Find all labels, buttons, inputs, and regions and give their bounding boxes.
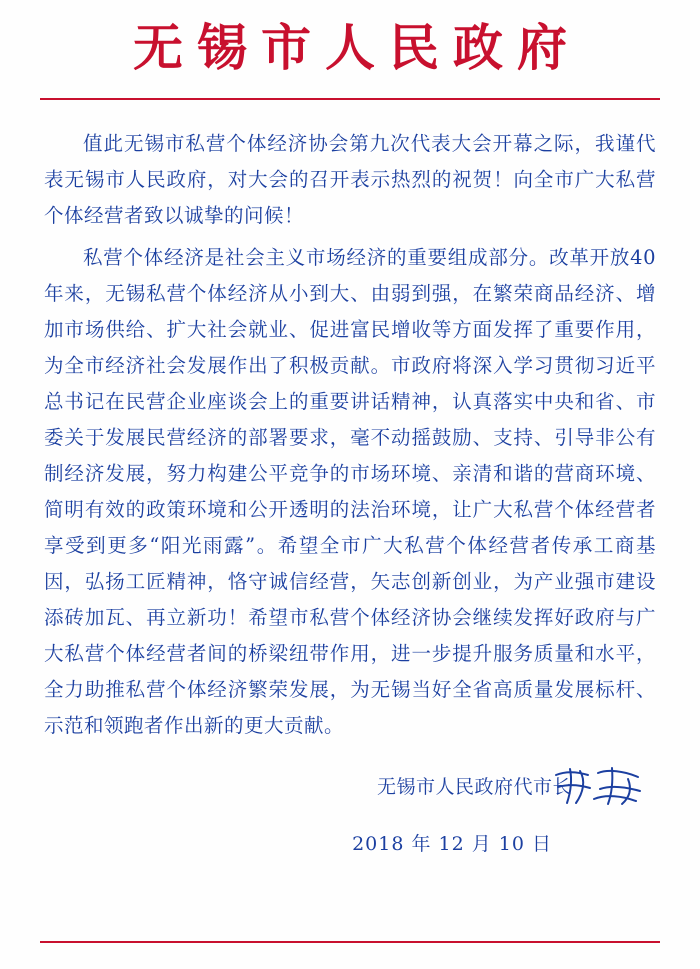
- letter-body: [44, 126, 656, 744]
- signature-block: [44, 772, 656, 856]
- masthead: [0, 0, 700, 84]
- signer-title: 无锡市人民政府代市长: [376, 776, 572, 798]
- header-divider-rule: [40, 98, 660, 100]
- signer-line: [44, 772, 656, 799]
- paragraph-1: 值此无锡市私营个体经济协会第九次代表大会开幕之际，我谨代表无锡市人民政府，对大会的召开表示热烈的祝贺！向全市广大私营个体经营者致以诚挚的问候！: [44, 132, 656, 227]
- masthead-title: 无锡市人民政府: [133, 18, 581, 77]
- signature-date: 2018 年 12 月 10 日: [352, 833, 552, 855]
- footer-divider-rule: [40, 941, 660, 943]
- paragraph-2: 私营个体经济是社会主义市场经济的重要组成部分。改革开放40年来，无锡私营个体经济从小到大、由弱到强，在繁荣商品经济、增加市场供给、扩大社会就业、促进富民增收等方面发挥了重要作用，为全市经济社会发展作出了积极贡献。市政府将深入学习贯彻习近平总书记在民营企业座谈会上的重要讲话精神，认真落实中央和省、市委关于发展民营经济的部署要求，毫不动摇鼓励、支持、引导非公有制经济发展，努力构建公平竞争的市场环境、亲清和谐的营商环境、简明有效的政策环境和公开透明的法治环境，让广大私营个体经营者享受到更多“阳光雨露”。希望全市广大私营个体经营者传承工商基因，弘扬工匠精神，恪守诚信经营，矢志创新创业，为产业强市建设添砖加瓦、再立新功！希望市私营个体经济协会继续发挥好政府与广大私营个体经营者间的桥梁纽带作用，进一步提升服务质量和水平，全力助推私营个体经济繁荣发展，为无锡当好全省高质量发展标杆、示范和领跑者作出新的更大贡献。: [44, 246, 656, 737]
